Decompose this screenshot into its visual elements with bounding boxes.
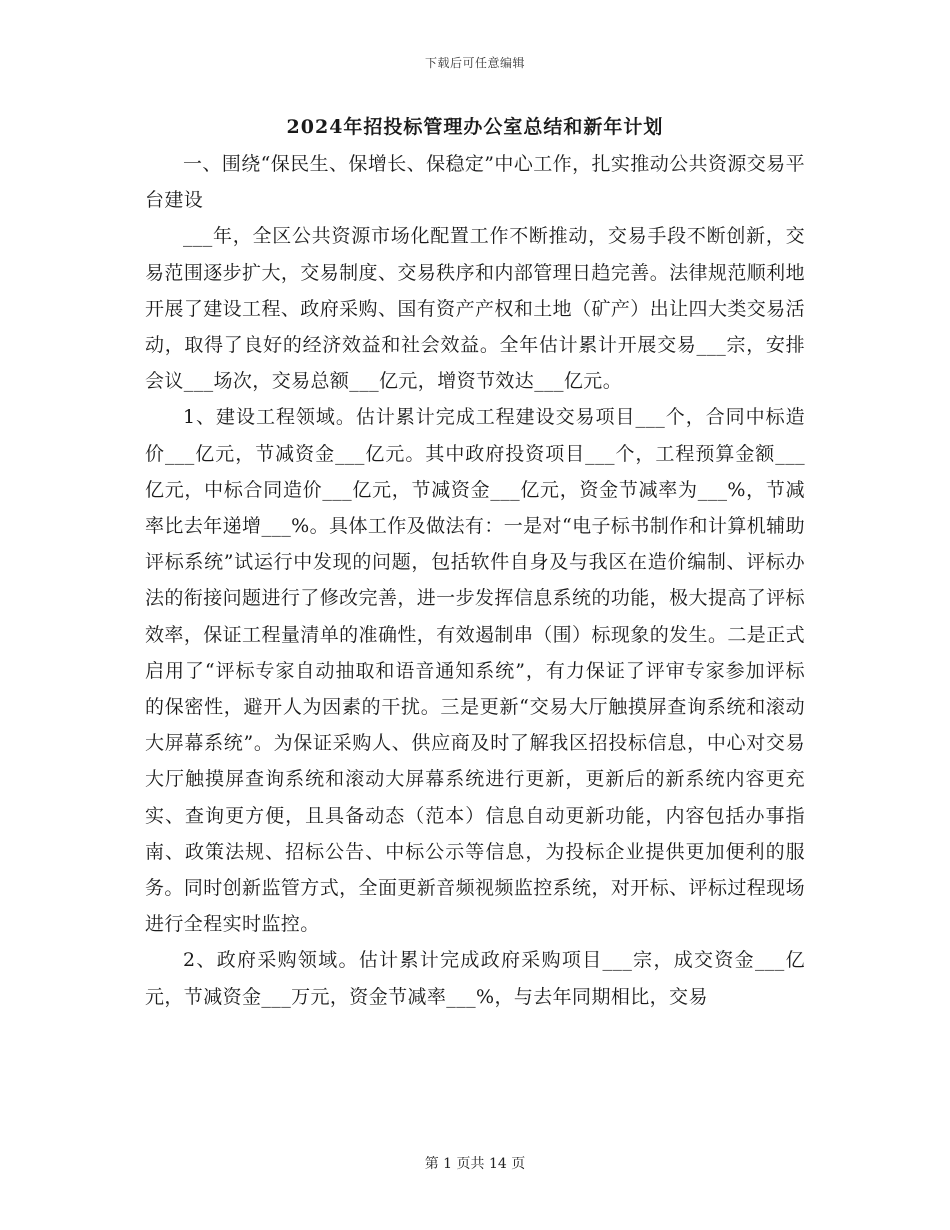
page-number: 第 1 页共 14 页: [424, 1156, 526, 1172]
paragraph-procurement: 2、政府采购领域。估计累计完成政府采购项目___宗，成交资金___亿元，节减资金___万元，资金节减率___%，与去年同期相比，交易: [145, 949, 805, 1008]
paragraph-section-heading: 一、围绕“保民生、保增长、保稳定”中心工作，扎实推动公共资源交易平台建设: [145, 153, 805, 212]
document-title: 2024年招投标管理办公室总结和新年计划: [286, 116, 664, 138]
paragraph-summary: ___年，全区公共资源市场化配置工作不断推动，交易手段不断创新，交易范围逐步扩大，交易制度、交易秩序和内部管理日趋完善。法律规范顺利地开展了建设工程、政府采购、国有资产产权和土地（矿产）出让四大类交易活动，取得了良好的经济效益和社会效益。全年估计累计开展交易___宗，安排会议___场次，交易总额___亿元，增资节效达___亿元。: [145, 225, 805, 393]
paragraph-construction: 1、建设工程领域。估计累计完成工程建设交易项目___个，合同中标造价___亿元，节减资金___亿元。其中政府投资项目___个，工程预算金额___亿元，中标合同造价___亿元，节减资金___亿元，资金节减率为___%，节减率比去年递增___%。具体工作及做法有：一是对“电子标书制作和计算机辅助评标系统”试运行中发现的问题，包括软件自身及与我区在造价编制、评标办法的衔接问题进行了修改完善，进一步发挥信息系统的功能，极大提高了评标效率，保证工程量清单的准确性，有效遏制串（围）标现象的发生。二是正式启用了“评标专家自动抽取和语音通知系统”，有力保证了评审专家参加评标的保密性，避开人为因素的干扰。三是更新“交易大厅触摸屏查询系统和滚动大屏幕系统”。为保证采购人、供应商及时了解我区招投标信息，中心对交易大厅触摸屏查询系统和滚动大屏幕系统进行更新，更新后的新系统内容更充实、查询更方便，且具备动态（范本）信息自动更新功能，内容包括办事指南、政策法规、招标公告、中标公示等信息，为投标企业提供更加便利的服务。同时创新监管方式，全面更新音频视频监控系统，对开标、评标过程现场进行全程实时监控。: [145, 406, 805, 936]
page-header-note: 下载后可任意编辑: [424, 56, 525, 70]
document-body: [145, 146, 805, 1015]
